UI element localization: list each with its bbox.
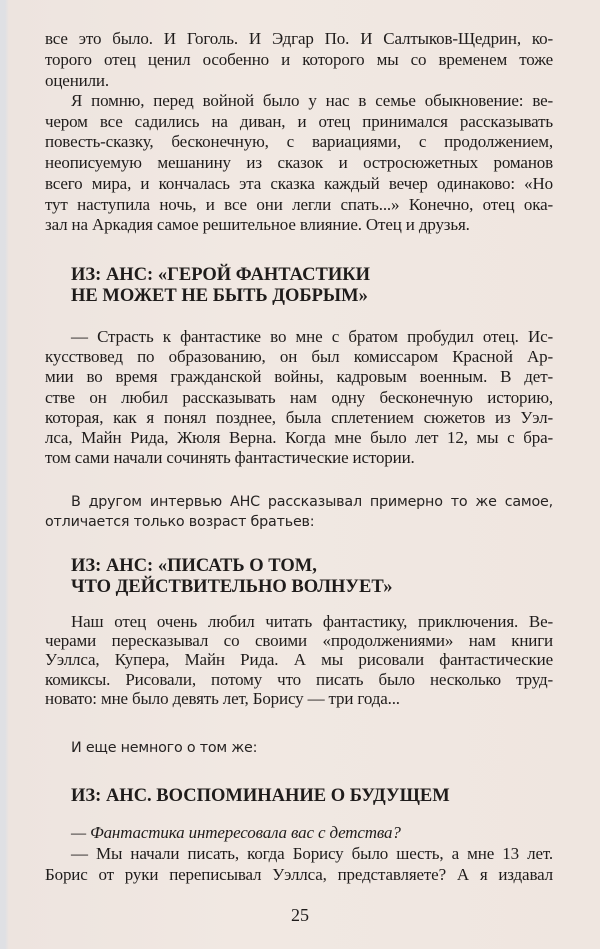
heading-line: ИЗ: АНС. ВОСПОМИНАНИЕ О БУДУЩЕМ (71, 786, 450, 806)
text-line: стве он любил рассказывать нам одну бесконечную историю, (45, 387, 553, 407)
paragraph (45, 492, 553, 532)
text-line: том сами начали сочинять фантастические истории. (45, 448, 415, 468)
heading-line: НЕ МОЖЕТ НЕ БЫТЬ ДОБРЫМ» (71, 286, 368, 306)
paragraph (45, 738, 553, 758)
page-number: 25 (291, 905, 309, 925)
heading-line: ЧТО ДЕЙСТВИТЕЛЬНО ВОЛНУЕТ» (71, 577, 393, 597)
text-line: лса, Майн Рида, Жюля Верна. Когда мне было лет 12, мы с бра- (45, 428, 553, 448)
text-line: повесть-сказку, бесконечную, с вариациями, с продолжением, (45, 132, 553, 152)
paragraph (45, 91, 553, 236)
text-line: кусствовед по образованию, он был комиссаром Красной Ар- (45, 347, 553, 367)
section-heading (71, 786, 450, 807)
heading-line: ИЗ: АНС: «ГЕРОЙ ФАНТАСТИКИ (71, 265, 371, 285)
text-line: отличается только возраст братьев: (45, 514, 315, 530)
text-line: мии во время гражданской войны, кадровым военным. В дет- (45, 367, 553, 387)
text-line: тут наступила ночь, и все они легли спать...» Конечно, отец ока- (45, 194, 553, 214)
text-line: И еще немного о том же: (71, 740, 258, 756)
section-heading (71, 556, 392, 598)
heading-line: ИЗ: АНС: «ПИСАТЬ О ТОМ, (71, 556, 317, 576)
text-line: черами пересказывал со своими «продолжениями» нам книги (45, 631, 553, 651)
text-line: комиксы. Рисовали, потому что писать было несколько труд- (45, 669, 553, 689)
paragraph (45, 843, 553, 885)
text-line: — Фантастика интересовала вас с детства? (71, 823, 401, 842)
text-line: новато: мне было девять лет, Борису — три года... (45, 688, 400, 708)
text-line: которая, как я понял позднее, была сплетением сюжетов из Уэл- (45, 407, 553, 427)
paragraph (45, 28, 553, 91)
text-line: Уэллса, Купера, Майн Рида. А мы рисовали фантастические (45, 650, 553, 670)
text-line: зал на Аркадия самое решительное влияние. Отец и друзья. (45, 215, 470, 235)
paragraph (45, 327, 553, 468)
text-line: все это было. И Гоголь. И Эдгар По. И Салтыков-Щедрин, ко- (45, 29, 553, 48)
text-line: торого отец ценил особенно и которого мы со временем тоже (45, 50, 553, 69)
paragraph (45, 612, 553, 708)
text-line: всего мира, и кончалась эта сказка каждый вечер одинаково: «Но (45, 173, 553, 193)
text-line: Я помню, перед войной было у нас в семье обыкновение: ве- (71, 91, 553, 110)
text-line: Наш отец очень любил читать фантастику, приключения. Ве- (71, 612, 553, 631)
section-heading (71, 265, 370, 307)
paragraph (45, 822, 553, 843)
text-line: В другом интервью АНС рассказывал примерно то же самое, (71, 494, 553, 510)
text-line: неописуемую мешанину из сказок и остросюжетных романов (45, 153, 553, 173)
text-line: оценили. (45, 71, 109, 90)
text-line: — Мы начали писать, когда Борису было шесть, а мне 13 лет. (71, 844, 553, 863)
text-line: Борис от руки переписывал Уэллса, представляете? А я издавал (45, 865, 553, 884)
text-line: чером все садились на диван, и отец принимался рассказывать (45, 111, 553, 131)
text-line: — Страсть к фантастике во мне с братом пробудил отец. Ис- (71, 327, 553, 346)
